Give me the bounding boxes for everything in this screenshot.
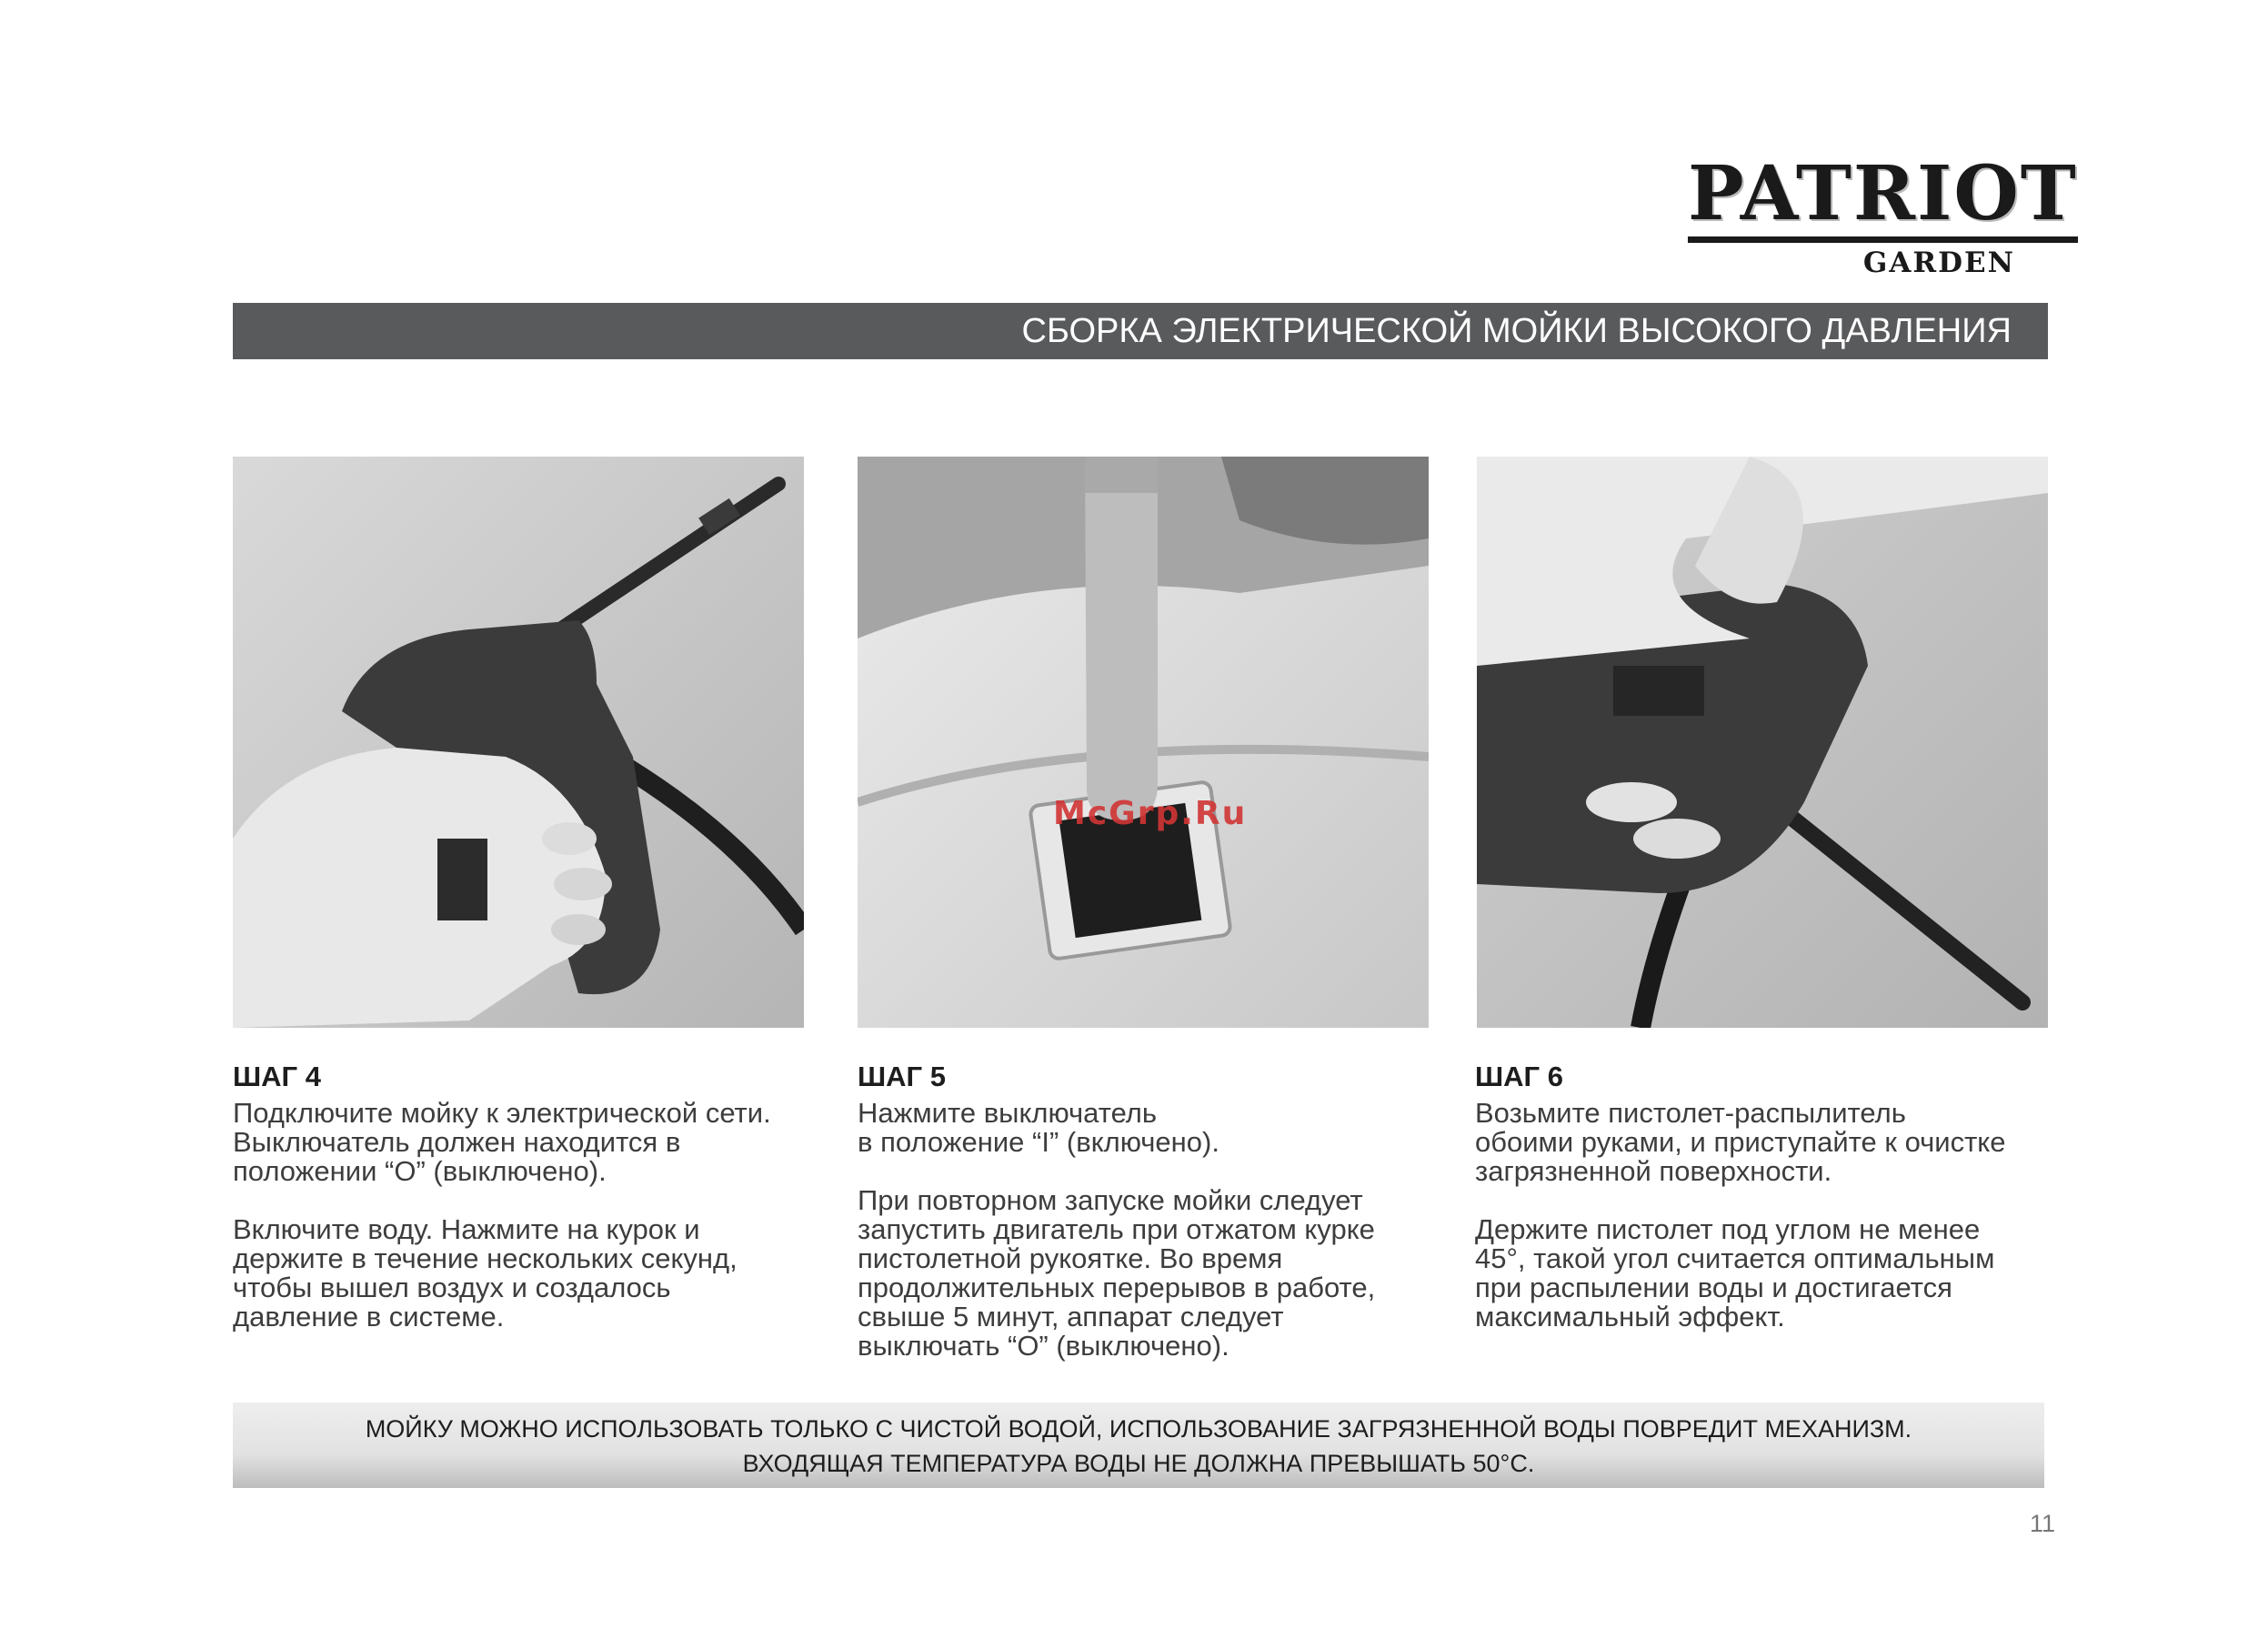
step-5-paragraph-2 <box>858 1186 1440 1361</box>
switch-finger-illustration <box>858 457 1429 1028</box>
text-line: Держите пистолет под углом не менее <box>1475 1213 1981 1245</box>
text-line: Включите воду. Нажмите на курок и <box>233 1213 700 1245</box>
text-line: Выключатель должен находится в <box>233 1126 681 1158</box>
page-number: 11 <box>2029 1510 2055 1537</box>
text-line: Возьмите пистолет-распылитель <box>1475 1097 1906 1129</box>
brand-logo <box>1688 150 2078 279</box>
text-line: чтобы вышел воздух и создалось <box>233 1272 671 1303</box>
text-line: продолжительных перерывов в работе, <box>858 1272 1376 1303</box>
text-line: 45°, такой угол считается оптимальным <box>1475 1242 1995 1274</box>
text-line: держите в течение нескольких секунд, <box>233 1242 738 1274</box>
step-6-photo <box>1477 457 2048 1028</box>
step-4 <box>233 1061 815 1361</box>
step-5-paragraph-1 <box>858 1099 1440 1157</box>
step-6-paragraph-2 <box>1475 1215 2057 1332</box>
step-5 <box>858 1061 1440 1390</box>
step-4-paragraph-1 <box>233 1099 815 1186</box>
text-line: свыше 5 минут, аппарат следует <box>858 1301 1284 1332</box>
text-line: Нажмите выключатель <box>858 1097 1158 1129</box>
step-6-title: ШАГ 6 <box>1475 1061 1563 1092</box>
step-4-photo <box>233 457 804 1028</box>
warning-note <box>233 1403 2044 1488</box>
step-6 <box>1475 1061 2057 1361</box>
step-6-paragraph-1 <box>1475 1099 2057 1186</box>
text-line: в положение “I” (включено). <box>858 1126 1219 1158</box>
spray-gun-hand-illustration <box>233 457 804 1028</box>
text-line: максимальный эффект. <box>1475 1301 1785 1332</box>
step-4-paragraph-2 <box>233 1215 815 1332</box>
text-line: запустить двигатель при отжатом курке <box>858 1213 1375 1245</box>
brand-sub: GARDEN <box>1862 246 2015 279</box>
text-line: загрязненной поверхности. <box>1475 1155 1832 1187</box>
text-line: Подключите мойку к электрической сети. <box>233 1097 771 1129</box>
text-line: выключать “О” (выключено). <box>858 1330 1229 1362</box>
step-4-title: ШАГ 4 <box>233 1061 321 1092</box>
text-line: при распылении воды и достигается <box>1475 1272 1952 1303</box>
step-5-photo <box>858 457 1429 1028</box>
warning-line-2: ВХОДЯЩАЯ ТЕМПЕРАТУРА ВОДЫ НЕ ДОЛЖНА ПРЕВЫШАТЬ 50°С. <box>742 1450 1535 1477</box>
two-hands-spray-gun-illustration <box>1477 457 2048 1028</box>
step-5-title: ШАГ 5 <box>858 1061 946 1092</box>
text-line: пистолетной рукоятке. Во время <box>858 1242 1283 1274</box>
page-title: СБОРКА ЭЛЕКТРИЧЕСКОЙ МОЙКИ ВЫСОКОГО ДАВЛЕНИЯ <box>233 303 2048 359</box>
warning-line-1: МОЙКУ МОЖНО ИСПОЛЬЗОВАТЬ ТОЛЬКО С ЧИСТОЙ ВОДОЙ, ИСПОЛЬЗОВАНИЕ ЗАГРЯЗНЕННОЙ ВОДЫ ПОВРЕДИТ МЕХАНИЗМ. <box>365 1415 1912 1443</box>
text-line: При повторном запуске мойки следует <box>858 1184 1363 1216</box>
text-line: давление в системе. <box>233 1301 505 1332</box>
watermark: McGrp.Ru <box>1053 795 1248 832</box>
text-line: обоими руками, и приступайте к очистке <box>1475 1126 2006 1158</box>
text-line: положении “О” (выключено). <box>233 1155 607 1187</box>
brand-name: PATRIOT <box>1688 156 2078 243</box>
